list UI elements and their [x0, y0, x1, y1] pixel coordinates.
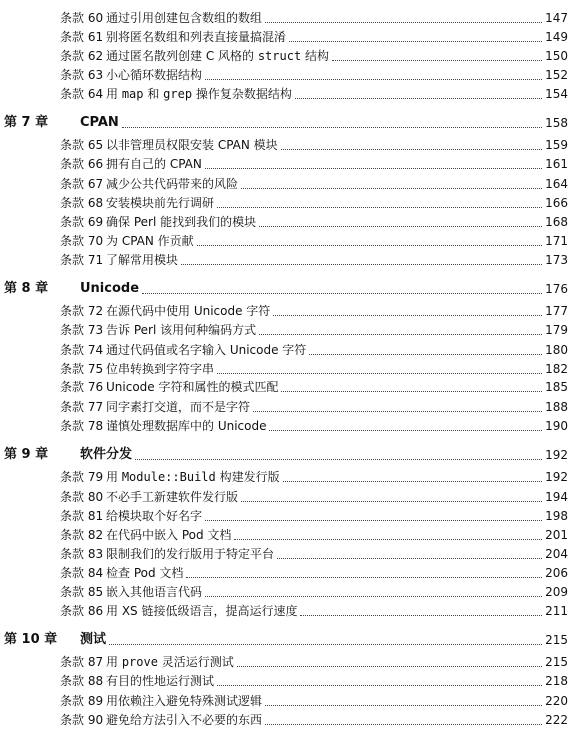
dot-leader — [237, 666, 542, 667]
chapter-number: 第 10 章 — [4, 632, 58, 647]
dot-leader — [217, 685, 542, 686]
chapter-heading[interactable] — [0, 114, 576, 132]
item-number: 条款 69 — [60, 215, 104, 229]
dot-leader — [300, 615, 542, 616]
dot-leader — [135, 459, 542, 460]
toc-item[interactable] — [0, 398, 576, 416]
toc-item[interactable] — [0, 47, 576, 65]
toc-item[interactable] — [0, 302, 576, 320]
page-number: 192 — [545, 470, 568, 484]
item-number: 条款 67 — [60, 177, 104, 191]
dot-leader — [289, 41, 542, 42]
dot-leader — [186, 577, 542, 578]
item-number: 条款 90 — [60, 713, 104, 727]
page-number: 152 — [545, 68, 568, 82]
page-number: 177 — [545, 304, 568, 318]
page-number: 209 — [545, 585, 568, 599]
dot-leader — [234, 539, 542, 540]
dot-leader — [281, 149, 542, 150]
item-title: 通过代码值或名字输入 Unicode 字符 — [106, 343, 307, 357]
dot-leader — [241, 501, 542, 502]
item-title: 以非管理员权限安装 CPAN 模块 — [106, 138, 278, 152]
item-title: 用 map 和 grep 操作复杂数据结构 — [106, 87, 292, 101]
item-number: 条款 65 — [60, 138, 104, 152]
item-number: 条款 78 — [60, 419, 104, 433]
item-title: Unicode 字符和属性的模式匹配 — [106, 380, 279, 394]
item-title: 为 CPAN 作贡献 — [106, 234, 194, 248]
item-title: 在代码中嵌入 Pod 文档 — [106, 528, 232, 542]
dot-leader — [205, 596, 542, 597]
item-number: 条款 80 — [60, 490, 104, 504]
chapter-heading[interactable] — [0, 631, 576, 649]
item-number: 条款 83 — [60, 547, 104, 561]
chapter-heading[interactable] — [0, 280, 576, 298]
toc-item[interactable] — [0, 602, 576, 620]
dot-leader — [332, 60, 542, 61]
toc-item[interactable] — [0, 653, 576, 671]
toc-item[interactable] — [0, 692, 576, 710]
item-title: 拥有自己的 CPAN — [106, 157, 202, 171]
toc-item[interactable] — [0, 526, 576, 544]
toc-item[interactable] — [0, 341, 576, 359]
item-number: 条款 82 — [60, 528, 104, 542]
item-number: 条款 62 — [60, 49, 104, 63]
toc-item[interactable] — [0, 232, 576, 250]
item-number: 条款 72 — [60, 304, 104, 318]
page-number: 158 — [545, 116, 568, 130]
toc-item[interactable] — [0, 136, 576, 154]
page-number: 150 — [545, 49, 568, 63]
page-number: 194 — [545, 490, 568, 504]
page-number: 215 — [545, 655, 568, 669]
page-number: 168 — [545, 215, 568, 229]
item-title: 用 XS 链接低级语言，提高运行速度 — [106, 604, 298, 618]
item-number: 条款 88 — [60, 674, 104, 688]
item-title: 位串转换到字符字串 — [106, 362, 215, 376]
toc-item[interactable] — [0, 66, 576, 84]
page-number: 161 — [545, 157, 568, 171]
toc-item[interactable] — [0, 360, 576, 378]
page-number: 149 — [545, 30, 568, 44]
item-title: 通过引用创建包含数组的数组 — [106, 11, 263, 25]
dot-leader — [217, 373, 542, 374]
dot-leader — [259, 226, 542, 227]
item-title: 检查 Pod 文档 — [106, 566, 184, 580]
item-title: 用依赖注入避免特殊测试逻辑 — [106, 694, 263, 708]
item-number: 条款 77 — [60, 400, 104, 414]
page-number: 220 — [545, 694, 568, 708]
toc-item[interactable] — [0, 155, 576, 173]
page-number: 164 — [545, 177, 568, 191]
page-number: 190 — [545, 419, 568, 433]
page-number: 188 — [545, 400, 568, 414]
item-number: 条款 79 — [60, 470, 104, 484]
item-title: 谨慎处理数据库中的 Unicode — [106, 419, 267, 433]
page-number: 192 — [545, 448, 568, 462]
dot-leader — [205, 168, 542, 169]
toc-item[interactable] — [0, 213, 576, 231]
item-number: 条款 86 — [60, 604, 104, 618]
item-title: 安装模块前先行调研 — [106, 196, 215, 210]
item-title: 用 Module::Build 构建发行版 — [106, 470, 280, 484]
item-number: 条款 68 — [60, 196, 104, 210]
page-number: 218 — [545, 674, 568, 688]
dot-leader — [273, 315, 542, 316]
dot-leader — [283, 481, 542, 482]
item-title: 小心循环数据结构 — [106, 68, 203, 82]
chapter-title: 测试 — [80, 632, 107, 647]
item-number: 条款 70 — [60, 234, 104, 248]
dot-leader — [205, 520, 542, 521]
toc-item[interactable] — [0, 251, 576, 269]
item-number: 条款 84 — [60, 566, 104, 580]
dot-leader — [109, 644, 542, 645]
item-title: 有目的性地运行测试 — [106, 674, 215, 688]
toc-item[interactable] — [0, 85, 576, 103]
dot-leader — [217, 207, 542, 208]
page-number: 179 — [545, 323, 568, 337]
page-number: 215 — [545, 633, 568, 647]
item-title: 了解常用模块 — [106, 253, 179, 267]
item-number: 条款 71 — [60, 253, 104, 267]
item-title: 同字素打交道，而不是字符 — [106, 400, 251, 414]
item-title: 嵌入其他语言代码 — [106, 585, 203, 599]
toc-item[interactable] — [0, 468, 576, 486]
item-number: 条款 76 — [60, 380, 104, 394]
item-title: 不必手工新建软件发行版 — [106, 490, 239, 504]
toc-item[interactable] — [0, 488, 576, 506]
dot-leader — [142, 293, 542, 294]
item-title: 减少公共代码带来的风险 — [106, 177, 239, 191]
dot-leader — [309, 354, 542, 355]
dot-leader — [197, 245, 542, 246]
page-number: 185 — [545, 380, 568, 394]
toc-item[interactable] — [0, 545, 576, 563]
item-number: 条款 89 — [60, 694, 104, 708]
dot-leader — [281, 391, 542, 392]
dot-leader — [295, 98, 542, 99]
item-title: 在源代码中使用 Unicode 字符 — [106, 304, 271, 318]
toc-item[interactable] — [0, 711, 576, 729]
toc-item[interactable] — [0, 28, 576, 46]
item-number: 条款 85 — [60, 585, 104, 599]
toc-item[interactable] — [0, 672, 576, 690]
item-title: 告诉 Perl 该用何种编码方式 — [106, 323, 257, 337]
page-number: 211 — [545, 604, 568, 618]
item-title: 别将匿名数组和列表直接量搞混淆 — [106, 30, 287, 44]
page-number: 206 — [545, 566, 568, 580]
chapter-number: 第 9 章 — [4, 447, 49, 462]
page-number: 176 — [545, 282, 568, 296]
item-number: 条款 63 — [60, 68, 104, 82]
dot-leader — [259, 334, 542, 335]
item-title: 确保 Perl 能找到我们的模块 — [106, 215, 257, 229]
dot-leader — [253, 411, 542, 412]
dot-leader — [205, 79, 542, 80]
toc-item[interactable] — [0, 378, 576, 396]
page-number: 171 — [545, 234, 568, 248]
item-number: 条款 75 — [60, 362, 104, 376]
item-title: 给模块取个好名字 — [106, 509, 203, 523]
dot-leader — [265, 22, 542, 23]
item-number: 条款 66 — [60, 157, 104, 171]
item-number: 条款 87 — [60, 655, 104, 669]
item-title: 避免给方法引入不必要的东西 — [106, 713, 263, 727]
toc-item[interactable] — [0, 321, 576, 339]
chapter-number: 第 7 章 — [4, 115, 49, 130]
toc-item[interactable] — [0, 583, 576, 601]
chapter-title: 软件分发 — [80, 447, 133, 462]
toc-item[interactable] — [0, 564, 576, 582]
item-number: 条款 61 — [60, 30, 104, 44]
page-number: 159 — [545, 138, 568, 152]
chapter-title: CPAN — [80, 115, 119, 130]
toc-item[interactable] — [0, 417, 576, 435]
chapter-number: 第 8 章 — [4, 281, 49, 296]
page-number: 198 — [545, 509, 568, 523]
item-number: 条款 81 — [60, 509, 104, 523]
page-number: 180 — [545, 343, 568, 357]
toc-item[interactable] — [0, 9, 576, 27]
page-number: 147 — [545, 11, 568, 25]
page-number: 154 — [545, 87, 568, 101]
dot-leader — [265, 724, 542, 725]
item-number: 条款 64 — [60, 87, 104, 101]
toc-item[interactable] — [0, 507, 576, 525]
dot-leader — [269, 430, 542, 431]
page-number: 201 — [545, 528, 568, 542]
item-number: 条款 73 — [60, 323, 104, 337]
page-number: 166 — [545, 196, 568, 210]
item-number: 条款 60 — [60, 11, 104, 25]
item-title: 限制我们的发行版用于特定平台 — [106, 547, 275, 561]
item-title: 通过匿名散列创建 C 风格的 struct 结构 — [106, 49, 330, 63]
dot-leader — [241, 188, 542, 189]
page-number: 182 — [545, 362, 568, 376]
dot-leader — [277, 558, 542, 559]
dot-leader — [122, 127, 542, 128]
item-number: 条款 74 — [60, 343, 104, 357]
toc-item[interactable] — [0, 194, 576, 212]
page-number: 222 — [545, 713, 568, 727]
page-number: 173 — [545, 253, 568, 267]
page-number: 204 — [545, 547, 568, 561]
chapter-title: Unicode — [80, 281, 140, 296]
dot-leader — [265, 705, 542, 706]
toc-item[interactable] — [0, 175, 576, 193]
dot-leader — [181, 264, 542, 265]
chapter-heading[interactable] — [0, 446, 576, 464]
item-title: 用 prove 灵活运行测试 — [106, 655, 234, 669]
